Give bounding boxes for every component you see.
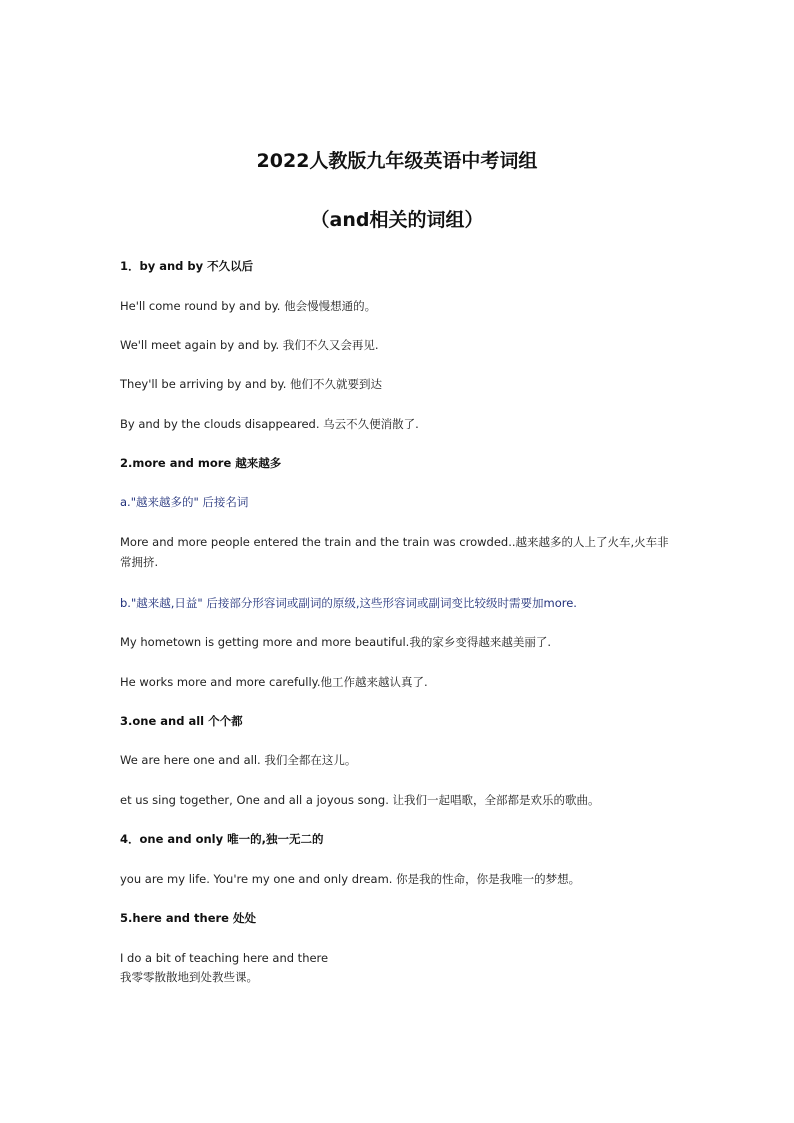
- example-sentence: I do a bit of teaching here and there: [120, 951, 329, 965]
- section-heading-1: 1．by and by 不久以后: [120, 259, 254, 273]
- example-sentence: We are here one and all. 我们全都在这儿。: [120, 753, 357, 767]
- example-sentence: By and by the clouds disappeared. 乌云不久便消散了.: [120, 417, 419, 431]
- usage-note: a."越来越多的" 后接名词: [120, 495, 249, 509]
- example-sentence: We'll meet again by and by. 我们不久又会再见.: [120, 338, 379, 352]
- example-sentence: He works more and more carefully.他工作越来越认真了.: [120, 675, 428, 689]
- example-translation: 我零零散散地到处教些课。: [120, 970, 258, 984]
- document-subtitle: （and相关的词组）: [310, 209, 484, 231]
- example-sentence: et us sing together, One and all a joyous song. 让我们一起唱歌，全部都是欢乐的歌曲。: [120, 793, 600, 807]
- section-heading-4: 4．one and only 唯一的,独一无二的: [120, 832, 324, 846]
- example-sentence: They'll be arriving by and by. 他们不久就要到达: [120, 377, 383, 391]
- section-heading-2: 2.more and more 越来越多: [120, 456, 282, 470]
- section-heading-3: 3.one and all 个个都: [120, 714, 243, 728]
- section-heading-5: 5.here and there 处处: [120, 911, 256, 925]
- usage-note: b."越来越,日益" 后接部分形容词或副词的原级,这些形容词或副词变比较级时需要加more.: [120, 596, 577, 610]
- example-sentence: More and more people entered the train and the train was crowded..越来越多的人上了火车,火车非常拥挤.: [120, 535, 669, 569]
- document-title: 2022人教版九年级英语中考词组: [256, 150, 538, 172]
- example-sentence: you are my life. You're my one and only dream. 你是我的性命，你是我唯一的梦想。: [120, 872, 581, 886]
- example-sentence: He'll come round by and by. 他会慢慢想通的。: [120, 299, 377, 313]
- example-sentence: My hometown is getting more and more beautiful.我的家乡变得越来越美丽了.: [120, 635, 551, 649]
